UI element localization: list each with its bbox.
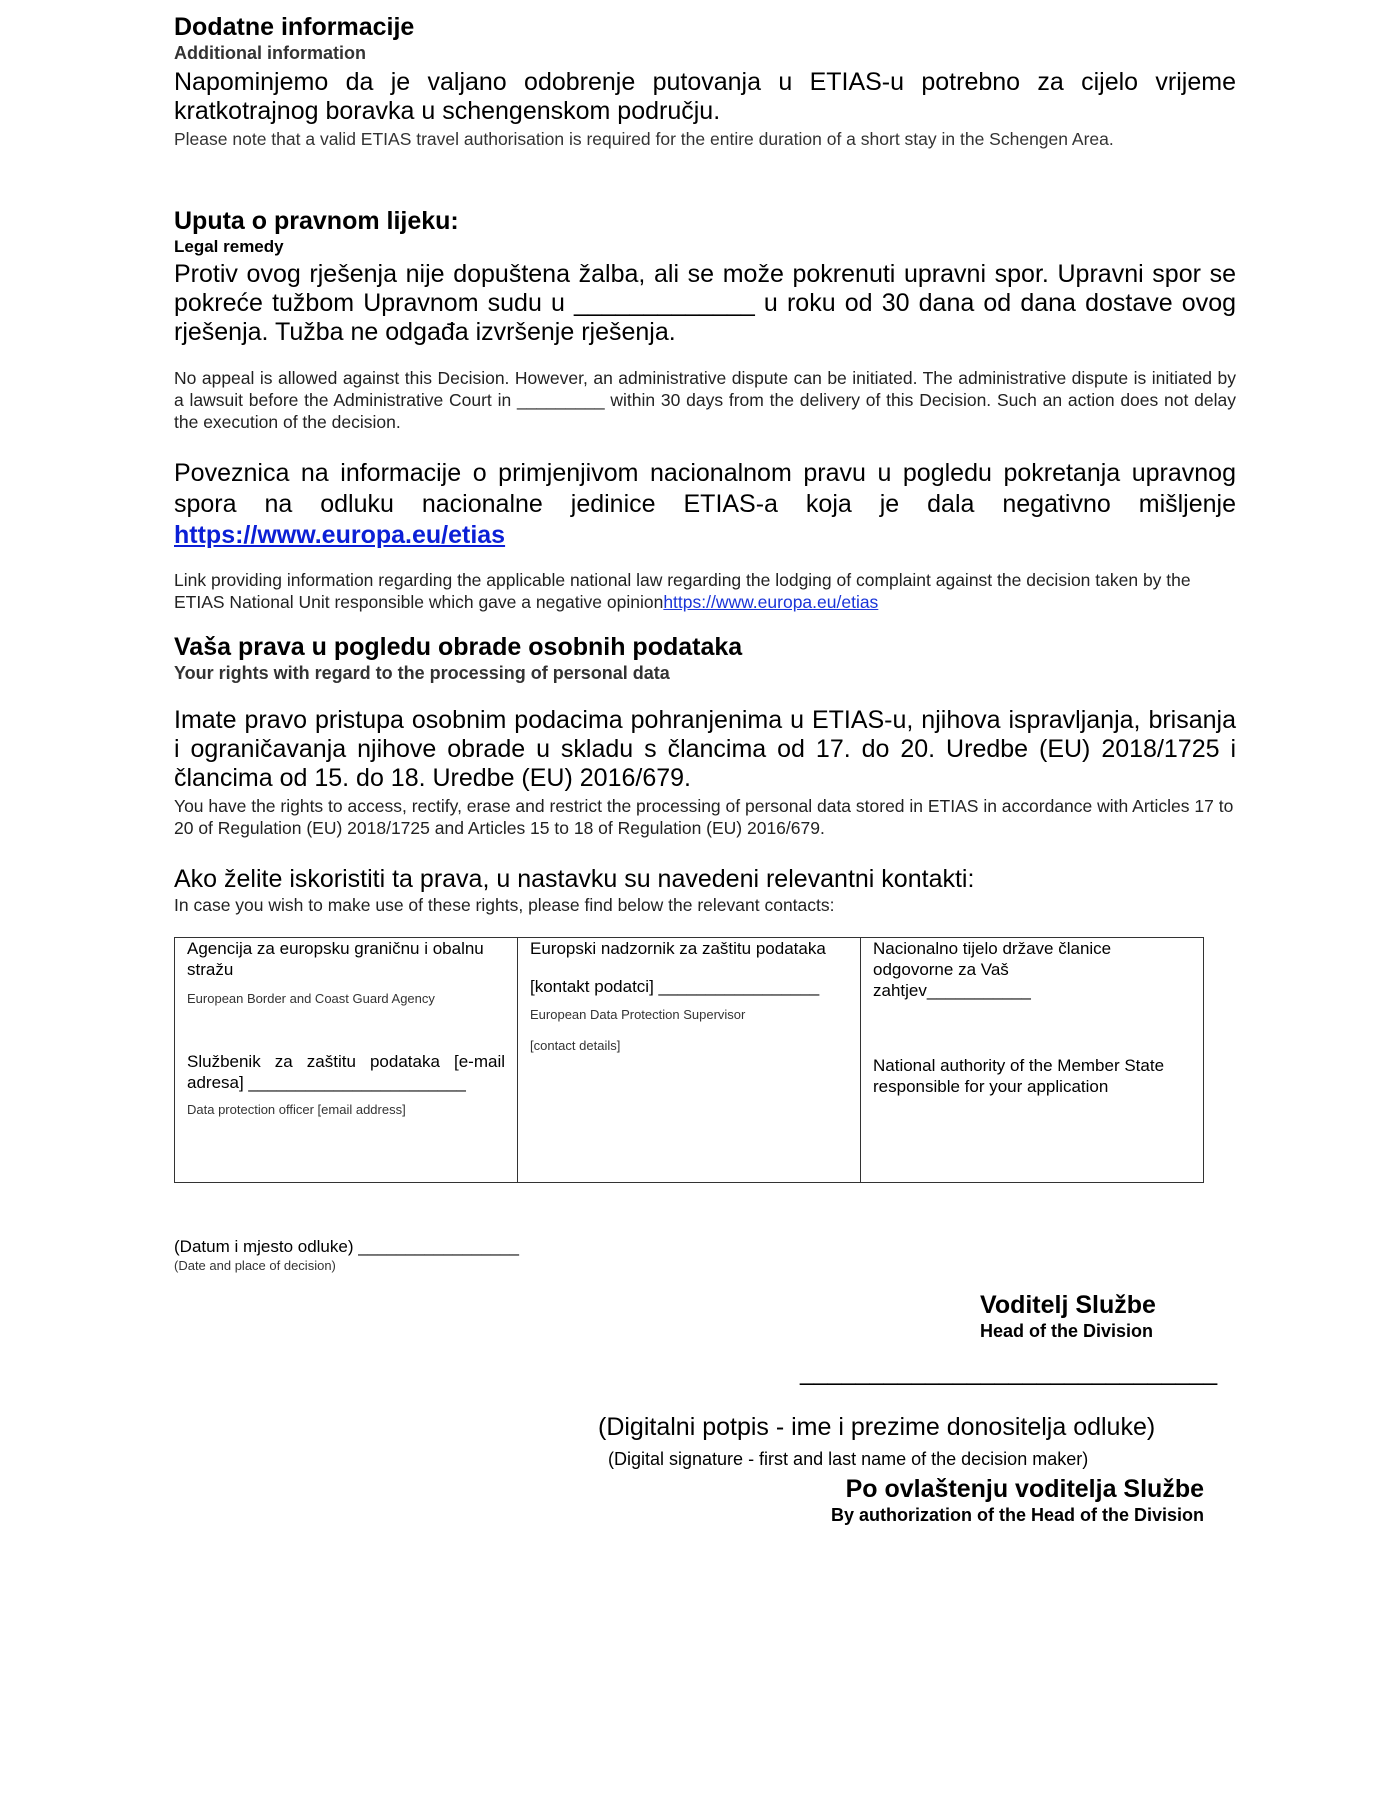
frontex-title-en: European Border and Coast Guard Agency bbox=[187, 991, 435, 1006]
rights-section bbox=[174, 632, 1236, 916]
date-place-field: (Datum i mjesto odluke) _________________ bbox=[174, 1237, 519, 1256]
rights-heading-en: Your rights with regard to the processing of personal data bbox=[174, 663, 670, 683]
rights-body: Imate pravo pristupa osobnim podacima pohranjenima u ETIAS-u, njihova ispravljanja, brisanja i ograničavanja njihove obrade u skladu s člancima od 17. do 20. Uredbe (EU) 2018/1725 i člancima od 15. do 18. Uredbe (EU) 2016/679. bbox=[174, 706, 1236, 792]
head-of-division-title-en: Head of the Division bbox=[980, 1321, 1154, 1341]
legal-remedy-heading: Uputa o pravnom lijeku: bbox=[174, 207, 459, 235]
national-law-body-en: Link providing information regarding the applicable national law regarding the lodging of complaint against the decision taken by the ETIAS National Unit responsible which gave a negative opinion bbox=[174, 570, 1191, 612]
additional-info-body-en: Please note that a valid ETIAS travel authorisation is required for the entire duration of a short stay in the Schengen Area. bbox=[174, 129, 1114, 149]
legal-remedy-section bbox=[174, 206, 1236, 433]
edps-contact: [kontakt podatci] _________________ bbox=[530, 977, 820, 996]
frontex-title: Agencija za europsku graničnu i obalnu stražu bbox=[187, 939, 484, 979]
contacts-intro-en: In case you wish to make use of these rights, please find below the relevant contacts: bbox=[174, 895, 835, 915]
additional-info-body: Napominjemo da je valjano odobrenje putovanja u ETIAS-u potrebno za cijelo vrijeme kratkotrajnog boravka u schengenskom području. bbox=[174, 68, 1236, 125]
authorization-title: Po ovlaštenju voditelja Službe bbox=[845, 1475, 1204, 1503]
rights-body-en: You have the rights to access, rectify, erase and restrict the processing of personal data stored in ETIAS in accordance with Articles 17 to 20 of Regulation (EU) 2018/1725 and Articles 15 to 18 of Regulation (EU) 2016/679. bbox=[174, 796, 1234, 838]
authorization-block bbox=[831, 1474, 1204, 1526]
frontex-officer: Službenik za zaštitu podataka [e-mail adresa] _______________________ bbox=[187, 1052, 505, 1092]
legal-remedy-body: Protiv ovog rješenja nije dopuštena žalba, ali se može pokrenuti upravni spor. Upravni spor se pokreće tužbom Upravnom sudu u _____________ u roku od 30 dana od dana dostave ovog rješenja. Tužba ne odgađa izvršenje rješenja. bbox=[174, 260, 1236, 346]
additional-info-section bbox=[174, 12, 1236, 150]
rights-heading: Vaša prava u pogledu obrade osobnih podataka bbox=[174, 633, 743, 661]
digital-signature-label-en: (Digital signature - first and last name of the decision maker) bbox=[608, 1449, 1089, 1469]
contacts-table bbox=[174, 937, 1204, 1183]
national-authority-title-en: National authority of the Member State responsible for your application bbox=[873, 1056, 1165, 1096]
digital-signature-label: (Digitalni potpis - ime i prezime donositelja odluke) bbox=[598, 1413, 1156, 1441]
contacts-intro: Ako želite iskoristiti ta prava, u nastavku su navedeni relevantni kontakti: bbox=[174, 865, 975, 893]
authorization-title-en: By authorization of the Head of the Division bbox=[830, 1505, 1204, 1525]
additional-info-heading-en: Additional information bbox=[174, 43, 366, 63]
national-law-section bbox=[174, 458, 1236, 613]
etias-link[interactable]: https://www.europa.eu/etias bbox=[174, 521, 506, 549]
head-of-division-title: Voditelj Službe bbox=[980, 1291, 1156, 1319]
edps-title: Europski nadzornik za zaštitu podataka bbox=[530, 939, 826, 958]
contacts-cell-national bbox=[861, 938, 1204, 1183]
edps-title-en: European Data Protection Supervisor bbox=[530, 1007, 746, 1022]
additional-info-heading: Dodatne informacije bbox=[174, 13, 415, 41]
legal-remedy-heading-en: Legal remedy bbox=[174, 237, 284, 256]
contacts-cell-frontex bbox=[175, 938, 518, 1183]
edps-contact-en: [contact details] bbox=[530, 1038, 621, 1053]
frontex-officer-en: Data protection officer [email address] bbox=[187, 1102, 406, 1117]
contacts-cell-edps bbox=[518, 938, 861, 1183]
national-law-body: Poveznica na informacije o primjenjivom nacionalnom pravu u pogledu pokretanja upravnog spora na odluku nacionalne jedinice ETIAS-a koja je dala negativno mišljenje bbox=[174, 459, 1236, 518]
head-of-division-block bbox=[980, 1290, 1156, 1342]
national-authority-title: Nacionalno tijelo države članice odgovorne za Vaš zahtjev___________ bbox=[873, 939, 1112, 1000]
etias-link-en[interactable]: https://www.europa.eu/etias bbox=[663, 592, 879, 612]
date-place-field-en: (Date and place of decision) bbox=[174, 1258, 336, 1273]
signature-line: ______________________________ bbox=[800, 1358, 1218, 1386]
legal-remedy-body-en: No appeal is allowed against this Decision. However, an administrative dispute can be initiated. The administrative dispute is initiated by a lawsuit before the Administrative Court in _________ within 30 days from the delivery of this Decision. Such an action does not delay the execution of the decision. bbox=[174, 368, 1236, 432]
decision-date-place bbox=[174, 1236, 519, 1274]
